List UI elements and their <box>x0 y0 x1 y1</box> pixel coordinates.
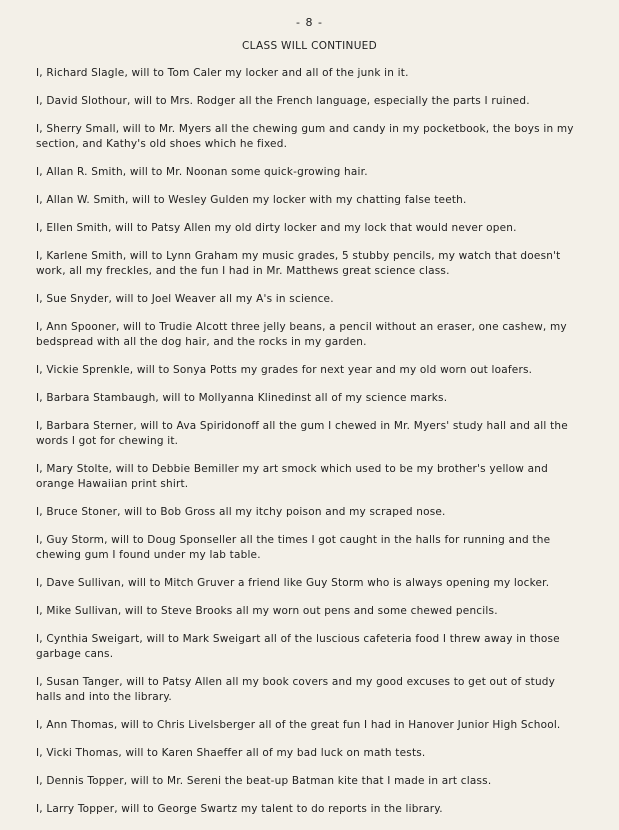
will-entry: I, Ellen Smith, will to Patsy Allen my old dirty locker and my lock that would never open. <box>36 222 517 234</box>
will-entry: I, Sherry Small, will to Mr. Myers all the chewing gum and candy in my pocketbook, the boys in my section, and Kathy's old shoes which he fixed. <box>36 123 574 150</box>
will-entry: I, Karlene Smith, will to Lynn Graham my music grades, 5 stubby pencils, my watch that doesn't work, all my freckles, and the fun I had in Mr. Matthews great science class. <box>36 250 561 277</box>
will-entry: I, Richard Slagle, will to Tom Caler my locker and all of the junk in it. <box>36 67 409 79</box>
will-entry: I, Barbara Stambaugh, will to Mollyanna Klinedinst all of my science marks. <box>36 392 448 404</box>
will-entry: I, Cynthia Sweigart, will to Mark Sweigart all of the luscious cafeteria food I threw away in those garbage cans. <box>36 633 560 660</box>
will-entry: I, Ann Thomas, will to Chris Livelsberger all of the great fun I had in Hanover Junior High School. <box>36 719 561 731</box>
will-entry: I, Dennis Topper, will to Mr. Sereni the beat-up Batman kite that I made in art class. <box>36 775 492 787</box>
will-entry: I, Barbara Sterner, will to Ava Spiridonoff all the gum I chewed in Mr. Myers' study hall and all the words I got for chewing it. <box>36 420 568 447</box>
will-entry: I, Sue Snyder, will to Joel Weaver all my A's in science. <box>36 293 334 305</box>
will-entry: I, Mike Sullivan, will to Steve Brooks all my worn out pens and some chewed pencils. <box>36 605 498 617</box>
will-entry: I, David Slothour, will to Mrs. Rodger all the French language, especially the parts I ruined. <box>36 95 530 107</box>
page-number: - 8 - <box>296 16 323 29</box>
will-entry: I, Ann Spooner, will to Trudie Alcott three jelly beans, a pencil without an eraser, one cashew, my bedspread with all the dog hair, and the rocks in my garden. <box>36 321 567 348</box>
will-entry: I, Mary Stolte, will to Debbie Bemiller my art smock which used to be my brother's yellow and orange Hawaiian print shirt. <box>36 463 548 490</box>
will-entry: I, Guy Storm, will to Doug Sponseller all the times I got caught in the halls for running and the chewing gum I found under my lab table. <box>36 534 551 561</box>
will-entry: I, Susan Tanger, will to Patsy Allen all my book covers and my good excuses to get out of study halls and into the library. <box>36 676 556 703</box>
will-entries <box>36 66 576 830</box>
will-entry: I, Vickie Sprenkle, will to Sonya Potts my grades for next year and my old worn out loafers. <box>36 364 533 376</box>
will-entry: I, Dave Sullivan, will to Mitch Gruver a friend like Guy Storm who is always opening my locker. <box>36 577 550 589</box>
will-entry: I, Larry Topper, will to George Swartz my talent to do reports in the library. <box>36 803 443 815</box>
will-entry: I, Allan R. Smith, will to Mr. Noonan some quick-growing hair. <box>36 166 368 178</box>
will-entry: I, Bruce Stoner, will to Bob Gross all my itchy poison and my scraped nose. <box>36 506 446 518</box>
will-entry: I, Vicki Thomas, will to Karen Shaeffer all of my bad luck on math tests. <box>36 747 426 759</box>
page-title: CLASS WILL CONTINUED <box>241 40 377 52</box>
will-entry: I, Allan W. Smith, will to Wesley Gulden my locker with my chatting false teeth. <box>36 194 467 206</box>
